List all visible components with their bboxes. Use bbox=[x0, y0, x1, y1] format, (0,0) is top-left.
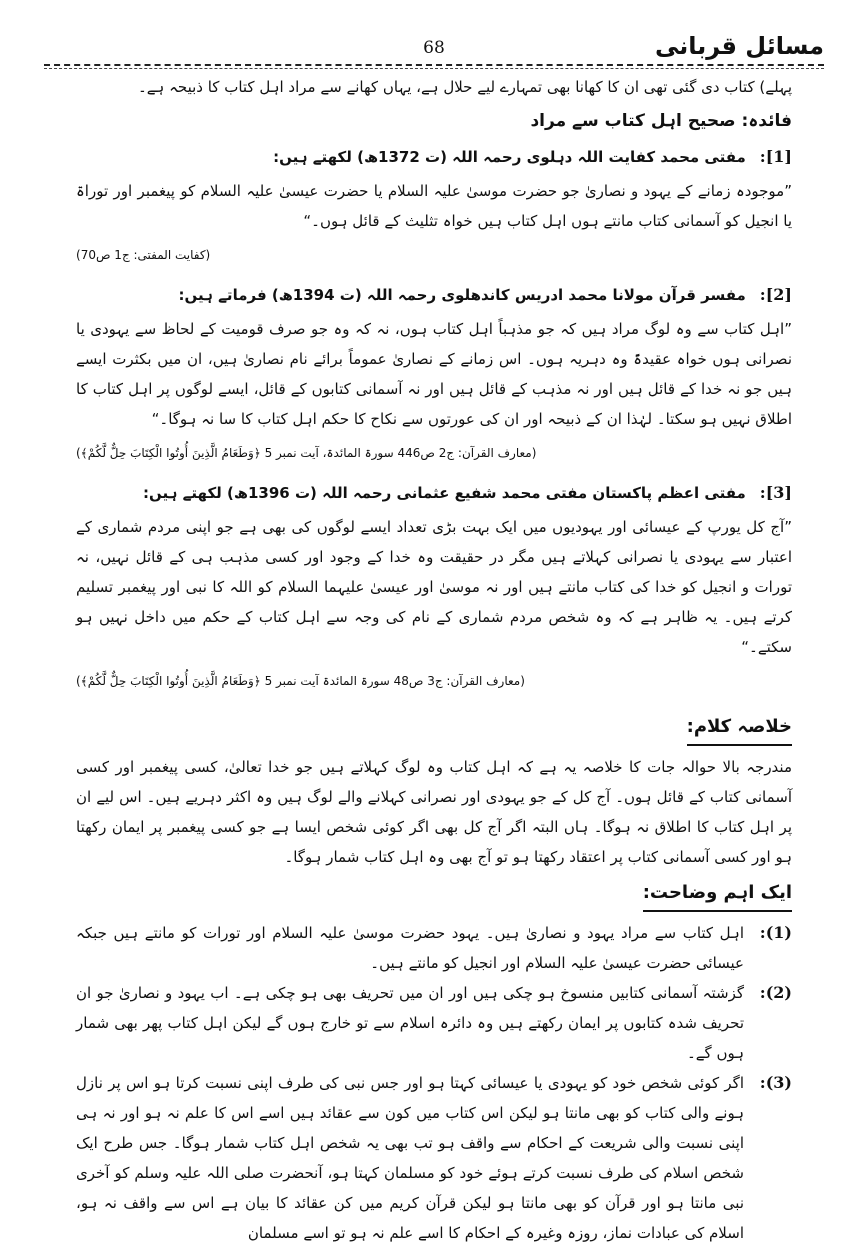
faida-label: فائدہ: bbox=[741, 111, 792, 131]
reference-author: مفتی محمد کفایت اللہ دہلوی رحمہ اللہ (ت 1372ھ) لکھتے ہیں: bbox=[273, 148, 746, 166]
reference-header bbox=[76, 478, 792, 508]
reference-block bbox=[76, 142, 792, 270]
header-divider bbox=[44, 64, 824, 66]
clarification-section bbox=[76, 872, 792, 1248]
reference-number: [2]: bbox=[759, 285, 792, 304]
point-number: (1): bbox=[759, 923, 792, 942]
reference-source: (کفایت المفتی: ج1 ص70) bbox=[76, 248, 211, 262]
reference-quote: ”موجودہ زمانے کے یہود و نصاریٰ جو حضرت موسیٰ علیہ السلام یا حضرت عیسیٰ علیہ السلام کو پیغمبر اور توراۃ یا انجیل کو آسمانی کتاب مانتے ہوں اہل کتاب ہیں خواہ تثلیث کے قائل ہوں۔“ bbox=[76, 182, 792, 230]
book-title: مسائل قربانی bbox=[654, 32, 824, 60]
reference-author: مفتی اعظم پاکستان مفتی محمد شفیع عثمانی رحمہ اللہ (ت 1396ھ) لکھتے ہیں: bbox=[143, 484, 746, 502]
reference-block bbox=[76, 280, 792, 468]
clarification-point bbox=[76, 918, 792, 978]
page-content bbox=[76, 72, 792, 1248]
reference-author: مفسر قرآن مولانا محمد ادریس کاندھلوی رحمہ اللہ (ت 1394ھ) فرماتے ہیں: bbox=[178, 286, 746, 304]
reference-source: (معارف القرآن: ج2 ص446 سورۃ المائدۃ، آیت نمبر 5 ﴿وَطَعَامُ الَّذِينَ أُوتُوا الْكِتَابَ حِلٌّ لَّكُمْ﴾) bbox=[76, 446, 537, 460]
point-text: گزشتہ آسمانی کتابیں منسوخ ہو چکی ہیں اور ان میں تحریف بھی ہو چکی ہے۔ اب یہود و نصاریٰ جو ان تحریف شدہ کتابوں پر ایمان رکھتے ہیں وہ دائرہ اسلام سے تو خارج ہوں گے لیکن اہل کتاب پھر بھی شمار ہوں گے۔ bbox=[76, 984, 744, 1062]
reference-number: [3]: bbox=[759, 483, 792, 502]
page-number: 68 bbox=[423, 38, 445, 58]
header-divider-secondary bbox=[44, 68, 824, 69]
reference-quote: ”اہل کتاب سے وہ لوگ مراد ہیں کہ جو مذہباً اہل کتاب ہوں، نہ کہ وہ جو صرف قومیت کے لحاظ سے یہودی یا نصرانی ہوں خواہ عقیدۃً وہ دہریہ ہوں۔ اس زمانے کے نصاریٰ عموماً برائے نام نصاریٰ ہیں، ان میں بکثرت ایسے ہیں جو نہ خدا کے قائل ہیں اور نہ مذہب کے قائل ہیں اور نہ آسمانی کتابوں کے قائل، ایسے لوگوں پر اہل کتاب کا اطلاق نہیں ہو سکتا۔ لہٰذا ان کے ذبیحہ اور ان کی عورتوں سے نکاح کا حکم اہل کتاب کا سا نہ ہوگا۔“ bbox=[76, 320, 792, 428]
reference-quote: ”آج کل یورپ کے عیسائی اور یہودیوں میں ایک بہت بڑی تعداد ایسے لوگوں کی بھی ہے جو اپنی مردم شماری کے اعتبار سے یہودی یا نصرانی کہلاتے ہیں مگر در حقیقت وہ خدا کے وجود اور کسی مذہب ہی کے قائل نہیں، نہ تورات و انجیل کو خدا کی کتاب مانتے ہیں اور نہ موسیٰ اور عیسیٰ علیہما السلام کو اللہ کا نبی اور پیغمبر تسلیم کرتے ہیں۔ یہ ظاہر ہے کہ وہ شخص مردم شماری کے نام کی وجہ سے اہل کتاب کے حکم میں داخل نہیں ہو سکتے۔“ bbox=[76, 518, 792, 656]
summary-heading: خلاصہ کلام: bbox=[687, 712, 792, 746]
page-header bbox=[44, 28, 824, 68]
clarification-heading: ایک اہم وضاحت: bbox=[643, 878, 792, 912]
reference-number: [1]: bbox=[759, 147, 792, 166]
summary-section bbox=[76, 706, 792, 872]
faida-title: صحیح اہل کتاب سے مراد bbox=[530, 111, 736, 131]
reference-source: (معارف القرآن: ج3 ص48 سورۃ المائدۃ آیت نمبر 5 ﴿وَطَعَامُ الَّذِينَ أُوتُوا الْكِتَابَ حِلٌّ لَّكُمْ﴾) bbox=[76, 674, 525, 688]
faida-heading bbox=[76, 106, 792, 136]
point-number: (3): bbox=[759, 1073, 792, 1092]
point-text: اہل کتاب سے مراد یہود و نصاریٰ ہیں۔ یہود حضرت موسیٰ علیہ السلام اور تورات کو مانتے ہیں جبکہ عیسائی حضرت عیسیٰ علیہ السلام اور انجیل کو مانتے ہیں۔ bbox=[76, 924, 744, 972]
reference-block bbox=[76, 478, 792, 696]
reference-header bbox=[76, 280, 792, 310]
point-number: (2): bbox=[759, 983, 792, 1002]
clarification-point bbox=[76, 978, 792, 1068]
intro-line: پہلے) کتاب دی گئی تھی ان کا کھانا بھی تمہارے لیے حلال ہے، یہاں کھانے سے مراد اہل کتاب کا ذبیحہ ہے۔ bbox=[137, 78, 792, 96]
clarification-point bbox=[76, 1068, 792, 1248]
reference-header bbox=[76, 142, 792, 172]
point-text: اگر کوئی شخص خود کو یہودی یا عیسائی کہتا ہو اور جس نبی کی طرف اپنی نسبت کرتا ہو اس پر نازل ہونے والی کتاب کو بھی مانتا ہو لیکن اس کتاب میں کون سے عقائد ہیں اسے اس کا علم نہ ہو اور نہ ہی اپنی نسبت والی شریعت کے احکام سے واقف ہو تب بھی یہ شخص اہل کتاب شمار ہوگا۔ جس طرح ایک شخص اسلام کی طرف نسبت کرتے ہوئے خود کو مسلمان کہتا ہو، آنحضرت صلی اللہ علیہ وسلم کو آخری نبی مانتا ہو اور قرآن کو بھی مانتا ہو لیکن قرآن کریم میں کن عقائد کا بیان ہے اس سے واقف نہ ہو، اسلام کی عبادات نماز، روزہ وغیرہ کے احکام کا اسے علم نہ ہو تو اسے مسلمان bbox=[76, 1074, 744, 1242]
summary-text: مندرجہ بالا حوالہ جات کا خلاصہ یہ ہے کہ اہل کتاب وہ لوگ کہلاتے ہیں جو خدا تعالیٰ، کسی پیغمبر اور کسی آسمانی کتاب کے قائل ہوں۔ آج کل کے جو یہودی اور نصرانی کہلانے والے لوگ ہیں وہ اکثر دہریے ہیں۔ اس لیے ان پر اہل کتاب کا اطلاق نہ ہوگا۔ ہاں البتہ اگر آج کل بھی اگر کوئی شخص ایسا ہے جو کسی پیغمبر پر ایمان رکھتا ہو اور کسی آسمانی کتاب پر اعتقاد رکھتا ہو تو آج بھی وہ اہل کتاب شمار ہوگا۔ bbox=[76, 758, 792, 866]
